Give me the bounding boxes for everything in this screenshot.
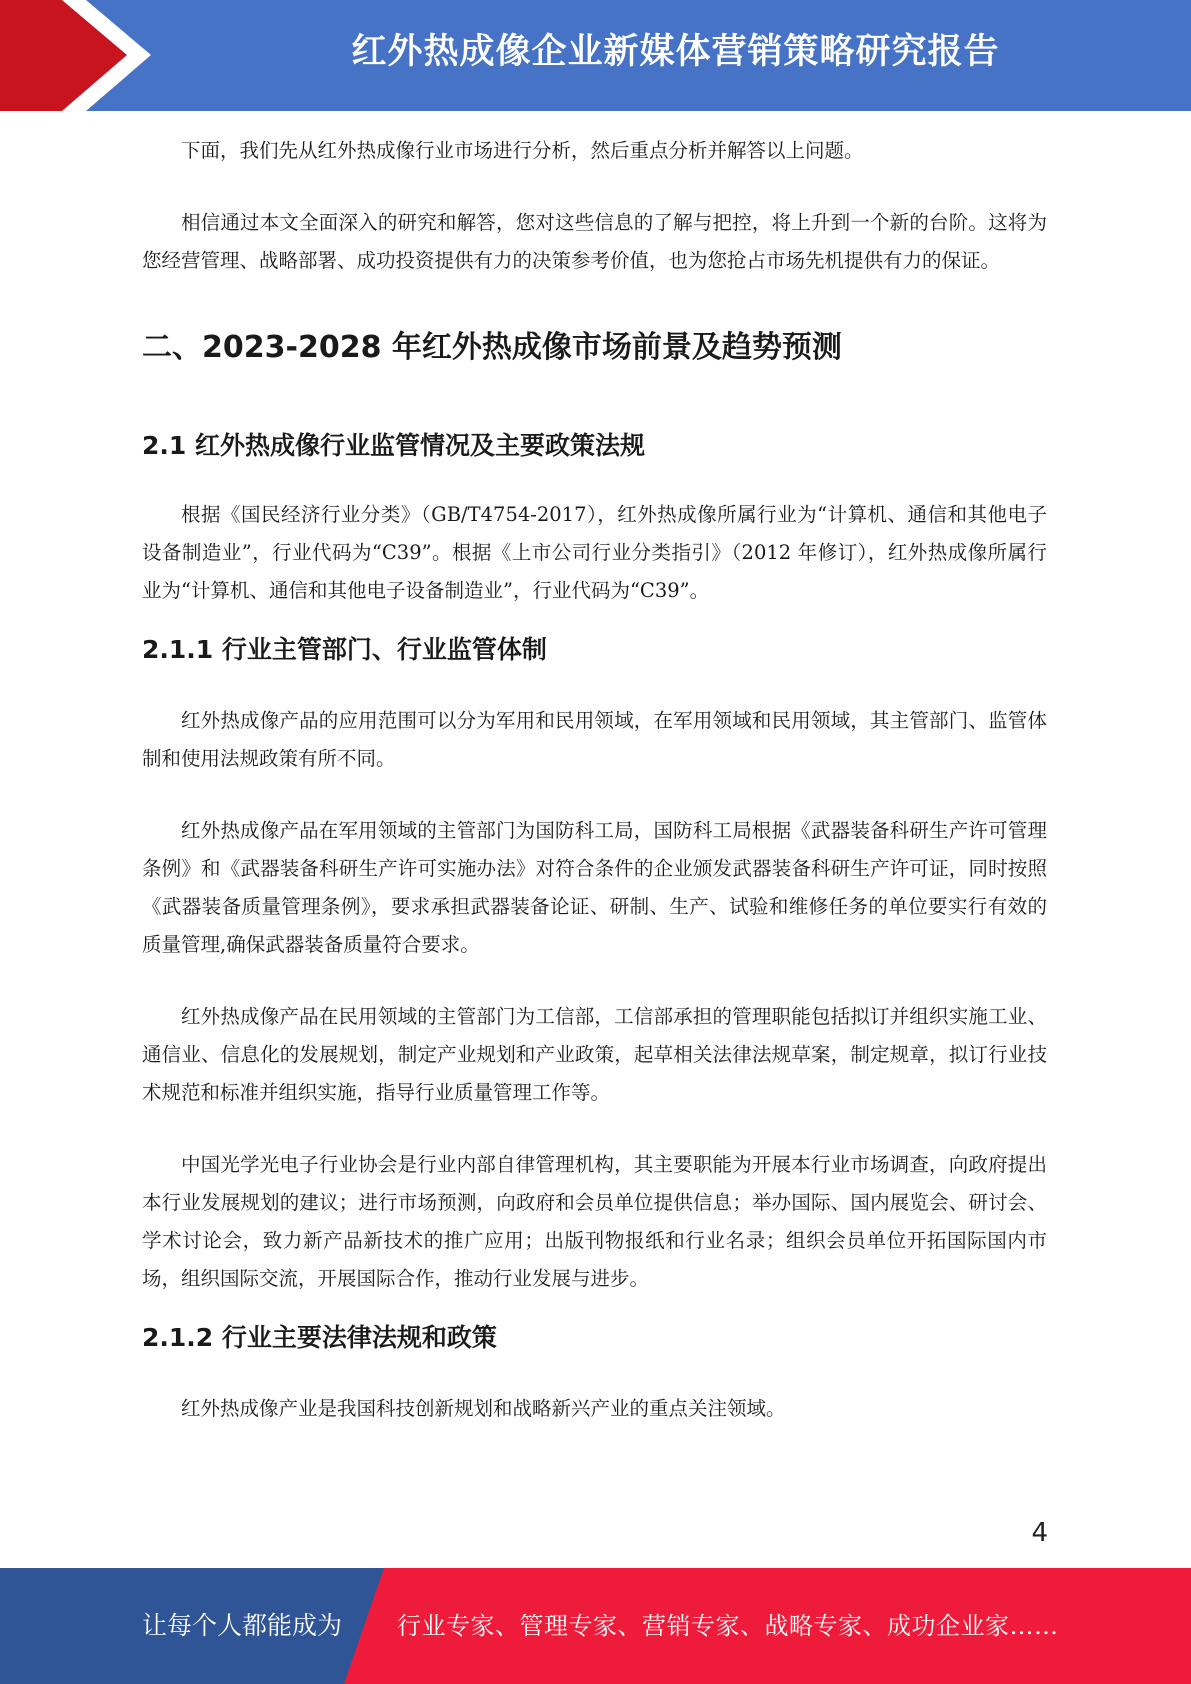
- paragraph: 中国光学光电子行业协会是行业内部自律管理机构，其主要职能为开展本行业市场调查，向政府提出本行业发展规划的建议；进行市场预测，向政府和会员单位提供信息；举办国际、国内展览会、研讨会、学术讨论会，致力新产品新技术的推广应用；出版刊物报纸和行业名录；组织会员单位开拓国际国内市场，组织国际交流，开展国际合作，推动行业发展与进步。: [142, 1153, 1047, 1290]
- subsection-heading: 2.1.2 行业主要法律法规和政策: [142, 1323, 497, 1352]
- paragraph: 相信通过本文全面深入的研究和解答，您对这些信息的了解与把控，将上升到一个新的台阶。这将为您经营管理、战略部署、成功投资提供有力的决策参考价值，也为您抢占市场先机提供有力的保证。: [142, 211, 1047, 272]
- header-banner: [0, 0, 1191, 111]
- subsection-heading: 2.1 红外热成像行业监管情况及主要政策法规: [142, 431, 645, 460]
- footer-slogan-left: 让每个人都能成为: [142, 1611, 343, 1640]
- paragraph: 红外热成像产品在军用领域的主管部门为国防科工局，国防科工局根据《武器装备科研生产许可管理条例》和《武器装备科研生产许可实施办法》对符合条件的企业颁发武器装备科研生产许可证，同时按照《武器装备质量管理条例》，要求承担武器装备论证、研制、生产、试验和维修任务的单位要实行有效的质量管理,确保武器装备质量符合要求。: [142, 819, 1047, 956]
- paragraph: 红外热成像产业是我国科技创新规划和战略新兴产业的重点关注领域。: [181, 1397, 786, 1420]
- document-body: [142, 132, 1047, 1428]
- paragraph: 红外热成像产品的应用范围可以分为军用和民用领域，在军用领域和民用领域，其主管部门、监管体制和使用法规政策有所不同。: [142, 709, 1047, 770]
- paragraph: 下面，我们先从红外热成像行业市场进行分析，然后重点分析并解答以上问题。: [181, 139, 864, 162]
- paragraph: 根据《国民经济行业分类》（GB/T4754-2017），红外热成像所属行业为“计算机、通信和其他电子设备制造业”，行业代码为“C39”。根据《上市公司行业分类指引》（2012 年修订），红外热成像所属行业为“计算机、通信和其他电子设备制造业”，行业代码为“C39”。: [142, 503, 1047, 602]
- subsection-heading: 2.1.1 行业主管部门、行业监管体制: [142, 635, 547, 664]
- footer-slogan-right: 行业专家、管理专家、营销专家、战略专家、成功企业家……: [397, 1612, 1059, 1640]
- page-number: 4: [1031, 1518, 1048, 1548]
- section-heading: 二、2023-2028 年红外热成像市场前景及趋势预测: [142, 330, 842, 365]
- report-title: 红外热成像企业新媒体营销策略研究报告: [351, 32, 1000, 72]
- footer-banner: [0, 1568, 1191, 1684]
- paragraph: 红外热成像产品在民用领域的主管部门为工信部，工信部承担的管理职能包括拟订并组织实施工业、通信业、信息化的发展规划，制定产业规划和产业政策，起草相关法律法规草案，制定规章，拟订行业技术规范和标准并组织实施，指导行业质量管理工作等。: [142, 1005, 1047, 1104]
